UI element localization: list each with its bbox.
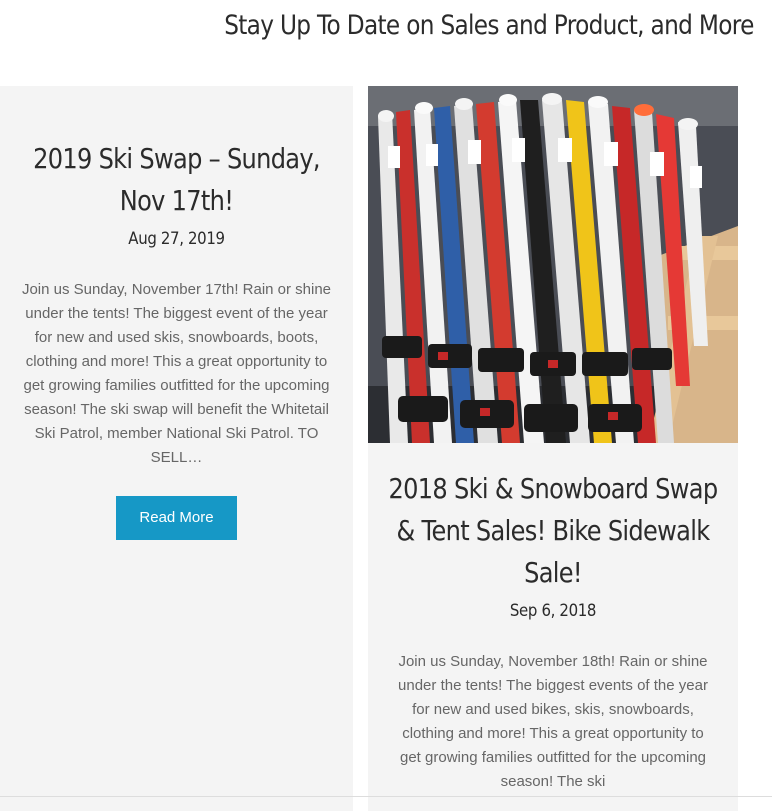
post-date: Aug 27, 2019 — [128, 229, 225, 249]
skis-rack-image[interactable] — [368, 86, 738, 443]
bottom-divider — [0, 796, 772, 797]
post-date: Sep 6, 2018 — [509, 601, 597, 621]
post-title[interactable]: 2018 Ski & Snowboard Swap & Tent Sales! Bike Sidewalk Sale! — [388, 472, 718, 589]
post-card-ski-swap-2018 — [368, 86, 738, 811]
section-heading: Stay Up To Date on Sales and Product, and More — [224, 10, 754, 41]
post-card-ski-swap-2019 — [0, 86, 353, 811]
post-excerpt: Join us Sunday, November 18th! Rain or shine under the tents! The biggest events of the year for new and used bikes, skis, snowboards, clothing and more! This a great opportunity to get growing families outfitted for the upcoming season! The ski — [398, 653, 708, 790]
post-excerpt: Join us Sunday, November 17th! Rain or shine under the tents! The biggest event of the year for new and used skis, snowboards, boots, clothing and more! This a great opportunity to get growing families outfitted for the upcoming season! The ski swap will benefit the Whitetail Ski Patrol, member National Ski Patrol. TO SELL… — [21, 281, 332, 466]
read-more-button[interactable]: Read More — [116, 496, 237, 540]
post-title[interactable]: 2019 Ski Swap – Sunday, Nov 17th! — [33, 142, 320, 217]
